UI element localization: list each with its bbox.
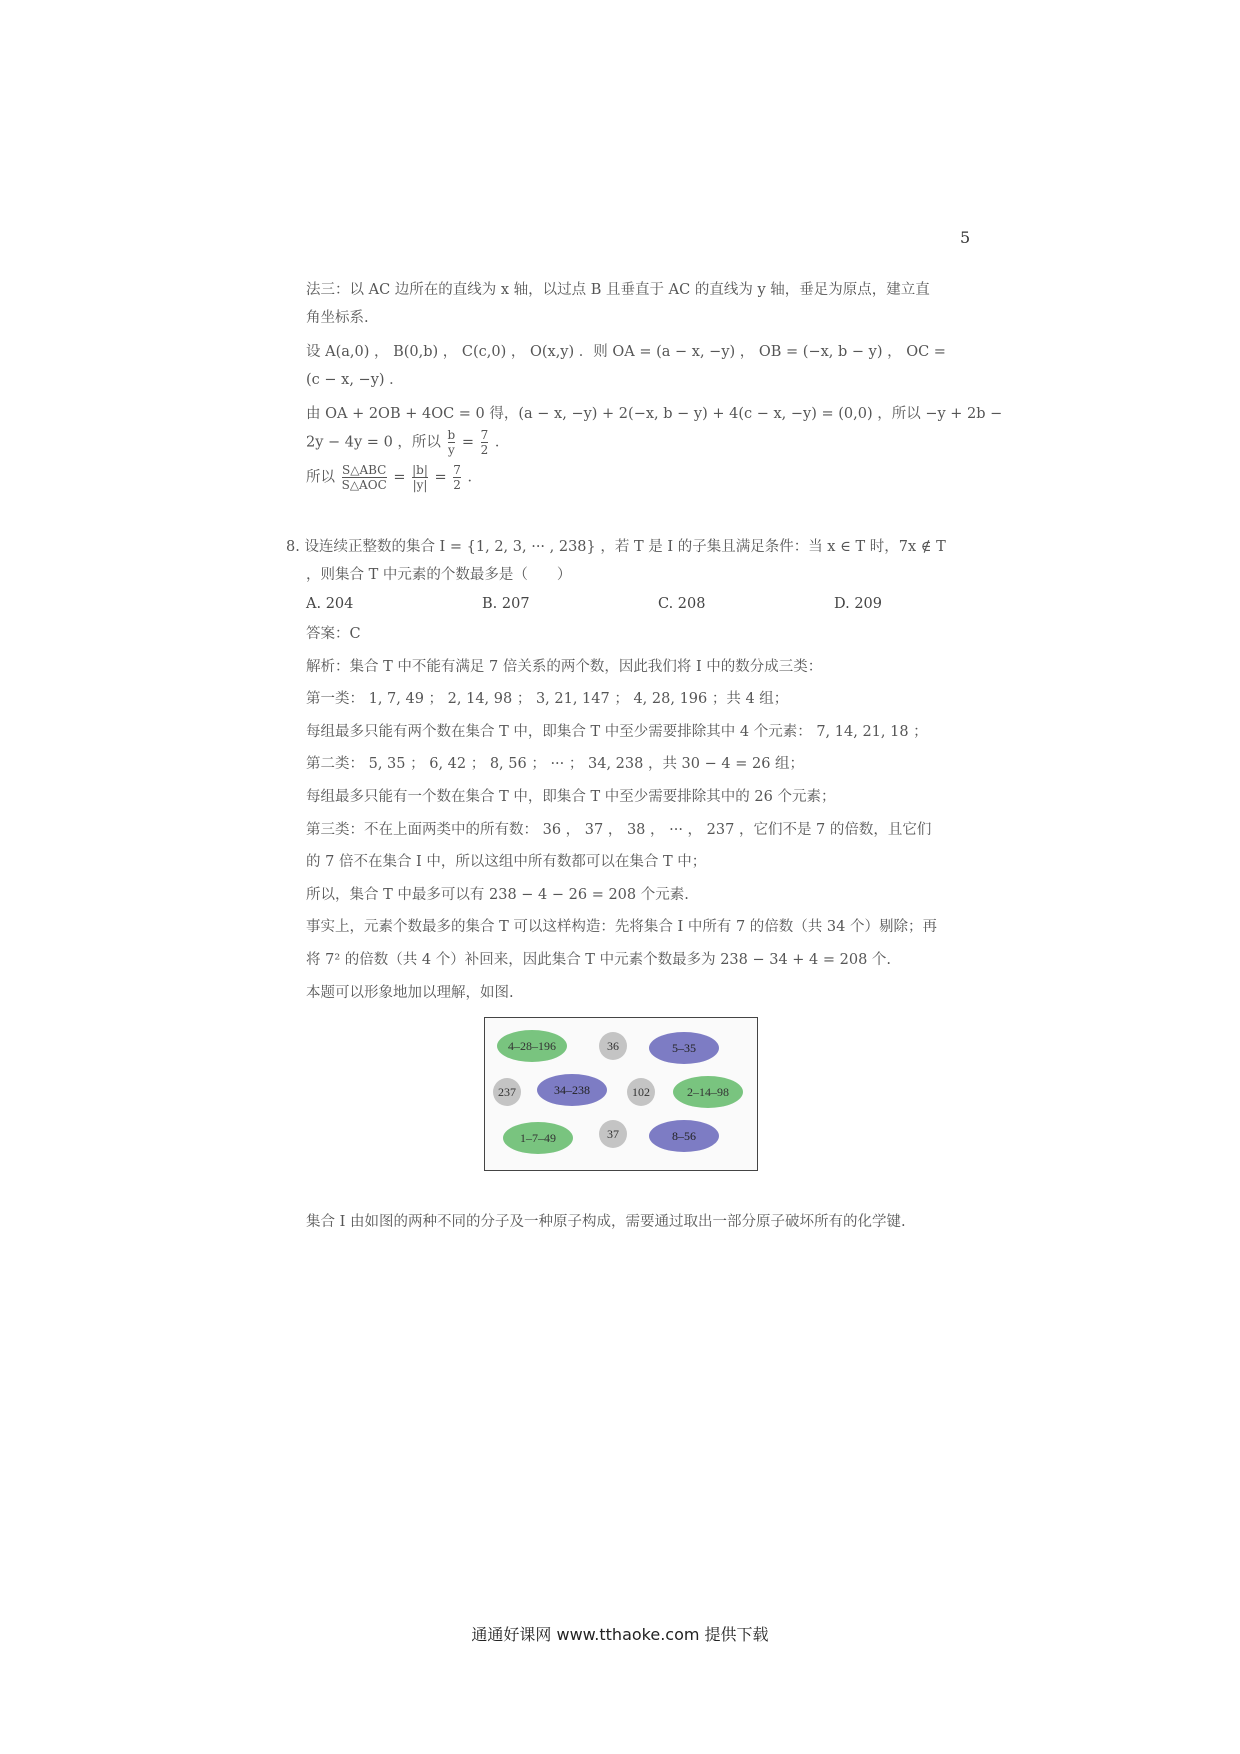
method3-line-7 (306, 463, 970, 492)
method3-line-3: 设 A(a,0) ， B(0,b) ， C(c,0) ， O(x,y) ．则 OA = (a − x, −y) ， OB = (−x, b − y) ， OC = (306, 344, 946, 360)
option-b: B. 207 (482, 596, 530, 612)
fraction-seven-halves (453, 463, 461, 492)
method3-line-4: (c − x, −y) ． (306, 372, 404, 388)
question-line-2: ，则集合 T 中元素的个数最多是（ ） (306, 567, 572, 583)
diagram-caption (306, 1208, 970, 1236)
analysis-line-4: 第二类： 5, 35 ； 6, 42 ； 8, 56 ； ··· ； 34, 238 ，共 30 − 4 = 26 组； (306, 756, 805, 773)
answer-line: 答案：C (306, 626, 361, 642)
option-c: C. 208 (658, 596, 706, 612)
question-line-1: 8. 设连续正整数的集合 I = {1, 2, 3, ··· , 238} ，若 T 是 I 的子集且满足条件：当 x ∈ T 时，7x ∉ T (286, 539, 946, 555)
method3-line-7-post: ． (467, 469, 483, 486)
analysis-line-7: 的 7 倍不在集合 I 中，所以这组中所有数都可以在集合 T 中； (306, 854, 707, 871)
molecule-2-14-98: 2–14–98 (673, 1076, 743, 1108)
fraction-numerator: b (447, 428, 456, 442)
fraction-denominator: S△AOC (341, 478, 387, 492)
method3-line-5: 由 OA + 2OB + 4OC = 0 得，(a − x, −y) + 2(−x, b − y) + 4(c − x, −y) = (0,0) ，所以 −y + 2b − (306, 406, 1003, 422)
method-three-solution (306, 276, 1003, 492)
fraction-denominator: 2 (480, 443, 489, 457)
molecule-5-35: 5–35 (649, 1032, 719, 1064)
method3-line-2: 角坐标系. (306, 310, 369, 326)
analysis-line-8: 所以，集合 T 中最多可以有 238 − 4 − 26 = 208 个元素. (306, 886, 689, 903)
molecule-4-28-196: 4–28–196 (497, 1030, 567, 1062)
fraction-denominator: |y| (412, 478, 428, 492)
analysis-line-1: 解析：集合 T 中不能有满足 7 倍关系的两个数，因此我们将 I 中的数分成三类： (306, 658, 823, 675)
equals-sign: = (393, 469, 406, 486)
molecule-diagram (484, 1017, 758, 1171)
analysis-line-11: 本题可以形象地加以理解，如图. (306, 984, 514, 1001)
fraction-denominator: y (447, 443, 455, 457)
analysis-line-6: 第三类：不在上面两类中的所有数： 36 ， 37 ， 38 ， ··· ， 237 ，它们不是 7 的倍数，且它们 (306, 821, 932, 838)
fraction-b-over-y-abs (412, 463, 428, 492)
atom-237: 237 (493, 1078, 521, 1106)
method3-line-6-pre: 2y − 4y = 0 ，所以 (306, 434, 441, 451)
method3-line-7-pre: 所以 (306, 469, 335, 486)
atom-37: 37 (599, 1120, 627, 1148)
fraction-numerator: 7 (453, 463, 461, 477)
fraction-numerator: 7 (480, 428, 489, 442)
fraction-b-over-y (448, 428, 456, 457)
analysis-line-10: 将 7² 的倍数（共 4 个）补回来，因此集合 T 中元素个数最多为 238 − 34 + 4 = 208 个. (306, 951, 892, 968)
caption-text: 集合 I 由如图的两种不同的分子及一种原子构成，需要通过取出一部分原子破坏所有的化学键. (306, 1214, 906, 1230)
option-d: D. 209 (834, 596, 883, 612)
method3-line-1: 法三：以 AC 边所在的直线为 x 轴，以过点 B 且垂直于 AC 的直线为 y 轴，垂足为原点，建立直 (306, 282, 930, 298)
analysis-line-3: 每组最多只能有两个数在集合 T 中，即集合 T 中至少需要排除其中 4 个元素： 7, 14, 21, 18 ； (306, 723, 928, 740)
molecule-8-56: 8–56 (649, 1120, 719, 1152)
question-8 (286, 533, 976, 589)
method3-line-6-post: ． (494, 434, 510, 451)
page-number: 5 (960, 228, 971, 247)
fraction-denominator: 2 (453, 478, 461, 492)
fraction-numerator: |b| (412, 463, 428, 477)
equals-sign: = (434, 469, 447, 486)
footer-watermark: 通通好课网 www.tthaoke.com 提供下载 (471, 1625, 769, 1644)
equals-sign: = (461, 434, 474, 451)
atom-36: 36 (599, 1032, 627, 1060)
molecule-34-238: 34–238 (537, 1074, 607, 1106)
solution-analysis (306, 618, 970, 1009)
method3-line-6 (306, 428, 970, 457)
fraction-numerator: S△ABC (342, 463, 387, 477)
atom-102: 102 (627, 1078, 655, 1106)
option-a: A. 204 (306, 596, 354, 612)
fraction-seven-halves (481, 428, 489, 457)
fraction-area-ratio (342, 463, 387, 492)
analysis-line-5: 每组最多只能有一个数在集合 T 中，即集合 T 中至少需要排除其中的 26 个元素； (306, 788, 836, 805)
answer-options (306, 596, 970, 620)
analysis-line-2: 第一类： 1, 7, 49 ； 2, 14, 98 ； 3, 21, 147 ； 4, 28, 196 ；共 4 组； (306, 691, 789, 708)
molecule-1-7-49: 1–7–49 (503, 1122, 573, 1154)
analysis-line-9: 事实上，元素个数最多的集合 T 可以这样构造：先将集合 I 中所有 7 的倍数（共 34 个）剔除；再 (306, 919, 937, 936)
